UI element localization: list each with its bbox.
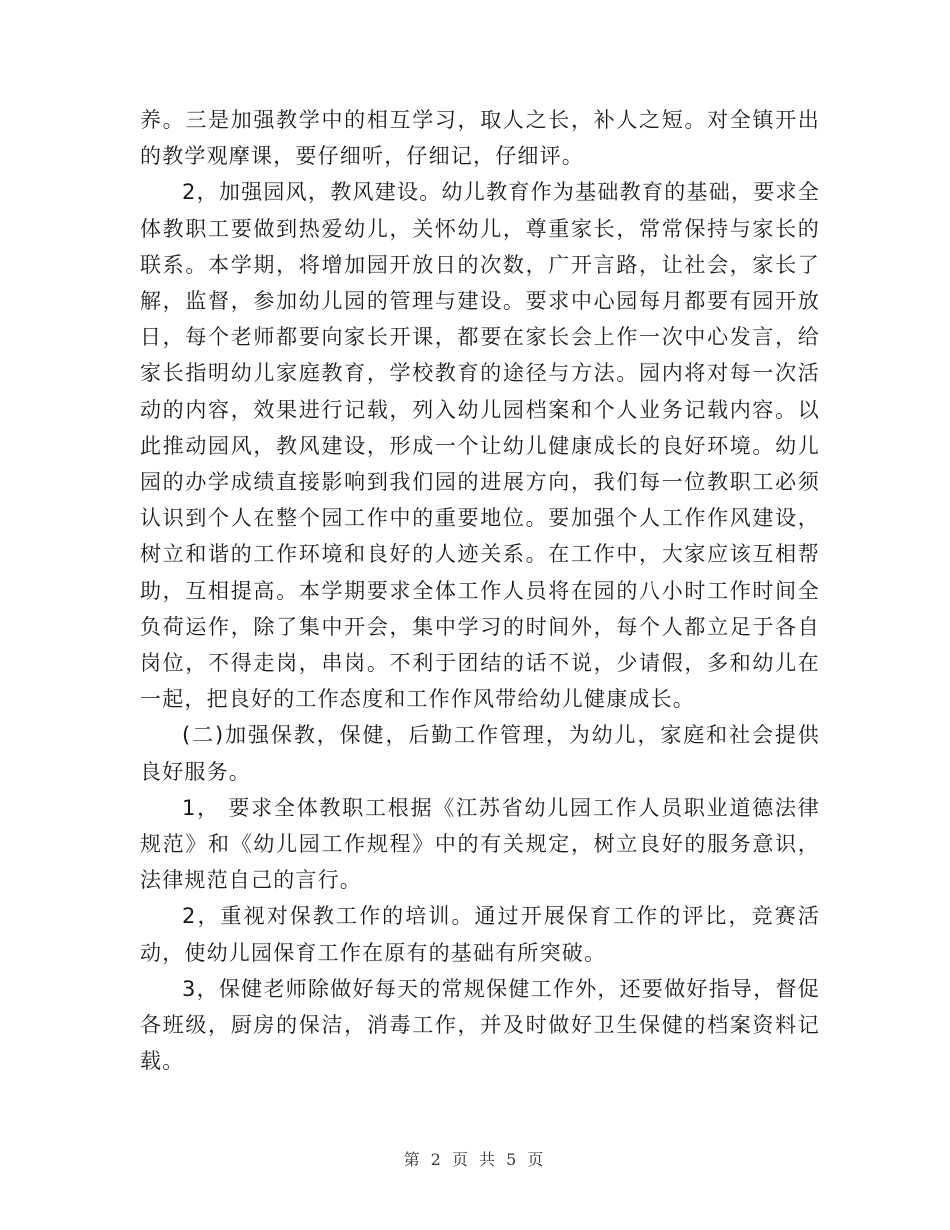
- paragraph-item-1: 1， 要求全体教职工根据《江苏省幼儿园工作人员职业道德法律规范》和《幼儿园工作规程》中的有关规定，树立良好的服务意识，法律规范自己的言行。: [140, 795, 820, 893]
- paragraph-style-building: 2，加强园风，教风建设。幼儿教育作为基础教育的基础，要求全体教职工要做到热爱幼儿，关怀幼儿，尊重家长，常常保持与家长的联系。本学期，将增加园开放日的次数，广开言路，让社会，家长了解，监督，参加幼儿园的管理与建设。要求中心园每月都要有园开放日，每个老师都要向家长开课，都要在家长会上作一次中心发言，给家长指明幼儿家庭教育，学校教育的途径与方法。园内将对每一次活动的内容，效果进行记载，列入幼儿园档案和个人业务记载内容。以此推动园风，教风建设，形成一个让幼儿健康成长的良好环境。幼儿园的办学成绩直接影响到我们园的进展方向，我们每一位教职工必须认识到个人在整个园工作中的重要地位。要加强个人工作作风建设，树立和谐的工作环境和良好的人迹关系。在工作中，大家应该互相帮助，互相提高。本学期要求全体工作人员将在园的八小时工作时间全负荷运作，除了集中开会，集中学习的时间外，每个人都立足于各自岗位，不得走岗，串岗。不利于团结的话不说，少请假，多和幼儿在一起，把良好的工作态度和工作作风带给幼儿健康成长。: [140, 180, 820, 712]
- page-number-footer: 第 2 页 共 5 页: [403, 1150, 547, 1169]
- paragraph-section-two-heading: (二)加强保教，保健，后勤工作管理，为幼儿，家庭和社会提供良好服务。: [140, 723, 820, 784]
- paragraph-item-2: 2，重视对保教工作的培训。通过开展保育工作的评比，竞赛活动，使幼儿园保育工作在原有的基础有所突破。: [140, 904, 820, 965]
- document-body: [140, 102, 820, 1079]
- paragraph-continuation: 养。三是加强教学中的相互学习，取人之长，补人之短。对全镇开出的教学观摩课，要仔细听，仔细记，仔细评。: [140, 108, 820, 169]
- paragraph-item-3: 3，保健老师除做好每天的常规保健工作外，还要做好指导，督促各班级，厨房的保洁，消毒工作，并及时做好卫生保健的档案资料记载。: [140, 976, 820, 1074]
